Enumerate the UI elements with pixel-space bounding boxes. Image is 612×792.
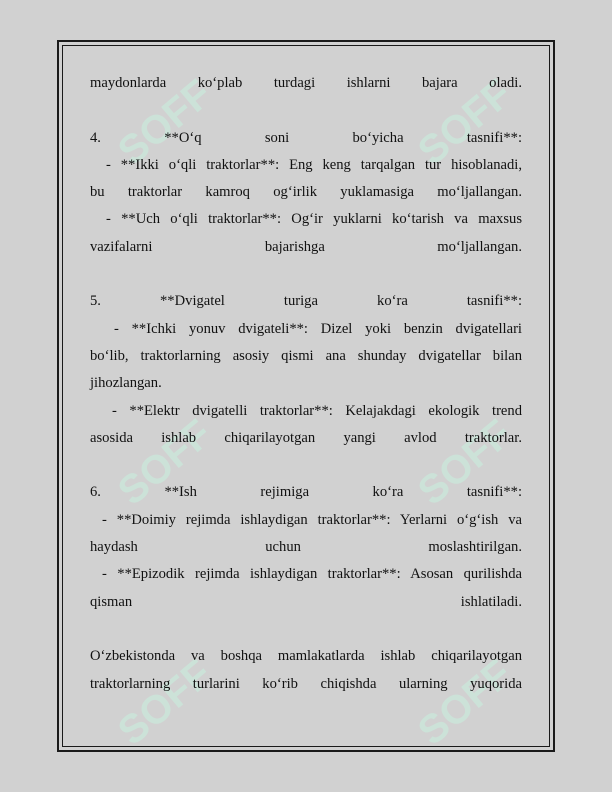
text-line: - **Uch o‘qli traktorlar**: Og‘ir yuklarni ko‘tarish va maxsus xyxy=(106,211,522,228)
watermark-text: SOFF xyxy=(110,411,221,514)
blank-line xyxy=(90,97,522,124)
text-line: haydash uchun moslashtirilgan. xyxy=(90,539,522,556)
text-line: - **Ikki o‘qli traktorlar**: Eng keng tarqalgan tur hisoblanadi, xyxy=(106,156,522,173)
text-line: O‘zbekistonda va boshqa mamlakatlarda ishlab chiqarilayotgan xyxy=(90,648,522,665)
text-line: - **Ichki yonuv dvigateli**: Dizel yoki benzin dvigatellari xyxy=(114,320,522,337)
text-line: 6. **Ish rejimiga ko‘ra tasnifi**: xyxy=(90,484,522,501)
text-line: traktorlarning turlarini ko‘rib chiqishda ularning yuqorida xyxy=(90,675,522,692)
blank-line xyxy=(90,452,522,479)
text-line: qisman ishlatiladi. xyxy=(90,593,522,610)
text-line: 5. **Dvigatel turiga ko‘ra tasnifi**: xyxy=(90,293,522,310)
blank-line xyxy=(90,261,522,288)
text-line: bo‘lib, traktorlarning asosiy qismi ana shunday dvigatellar bilan xyxy=(90,347,522,364)
text-line: bu traktorlar kamroq og‘irlik yuklamasiga mo‘ljallangan. xyxy=(90,184,522,201)
text-line: jihozlangan. xyxy=(90,375,162,392)
text-line: - **Epizodik rejimda ishlaydigan traktorlar**: Asosan qurilishda xyxy=(102,566,522,583)
blank-line xyxy=(90,616,522,643)
document-body xyxy=(90,70,522,698)
watermark-text: SOFF xyxy=(410,651,521,754)
text-line: - **Doimiy rejimda ishlaydigan traktorlar**: Yerlarni o‘g‘ish va xyxy=(102,511,522,528)
text-line: vazifalarni bajarishga mo‘ljallangan. xyxy=(90,238,522,255)
text-line: - **Elektr dvigatelli traktorlar**: Kelajakdagi ekologik trend xyxy=(112,402,522,419)
watermark-text: SOFF xyxy=(410,71,521,174)
text-line: asosida ishlab chiqarilayotgan yangi avlod traktorlar. xyxy=(90,429,522,446)
watermark-text: SOFF xyxy=(110,651,221,754)
text-line: maydonlarda ko‘plab turdagi ishlarni bajara oladi. xyxy=(90,75,522,91)
watermark-text: SOFF xyxy=(110,71,221,174)
watermark-text: SOFF xyxy=(410,411,521,514)
text-line: 4. **O‘q soni bo‘yicha tasnifi**: xyxy=(90,129,522,146)
